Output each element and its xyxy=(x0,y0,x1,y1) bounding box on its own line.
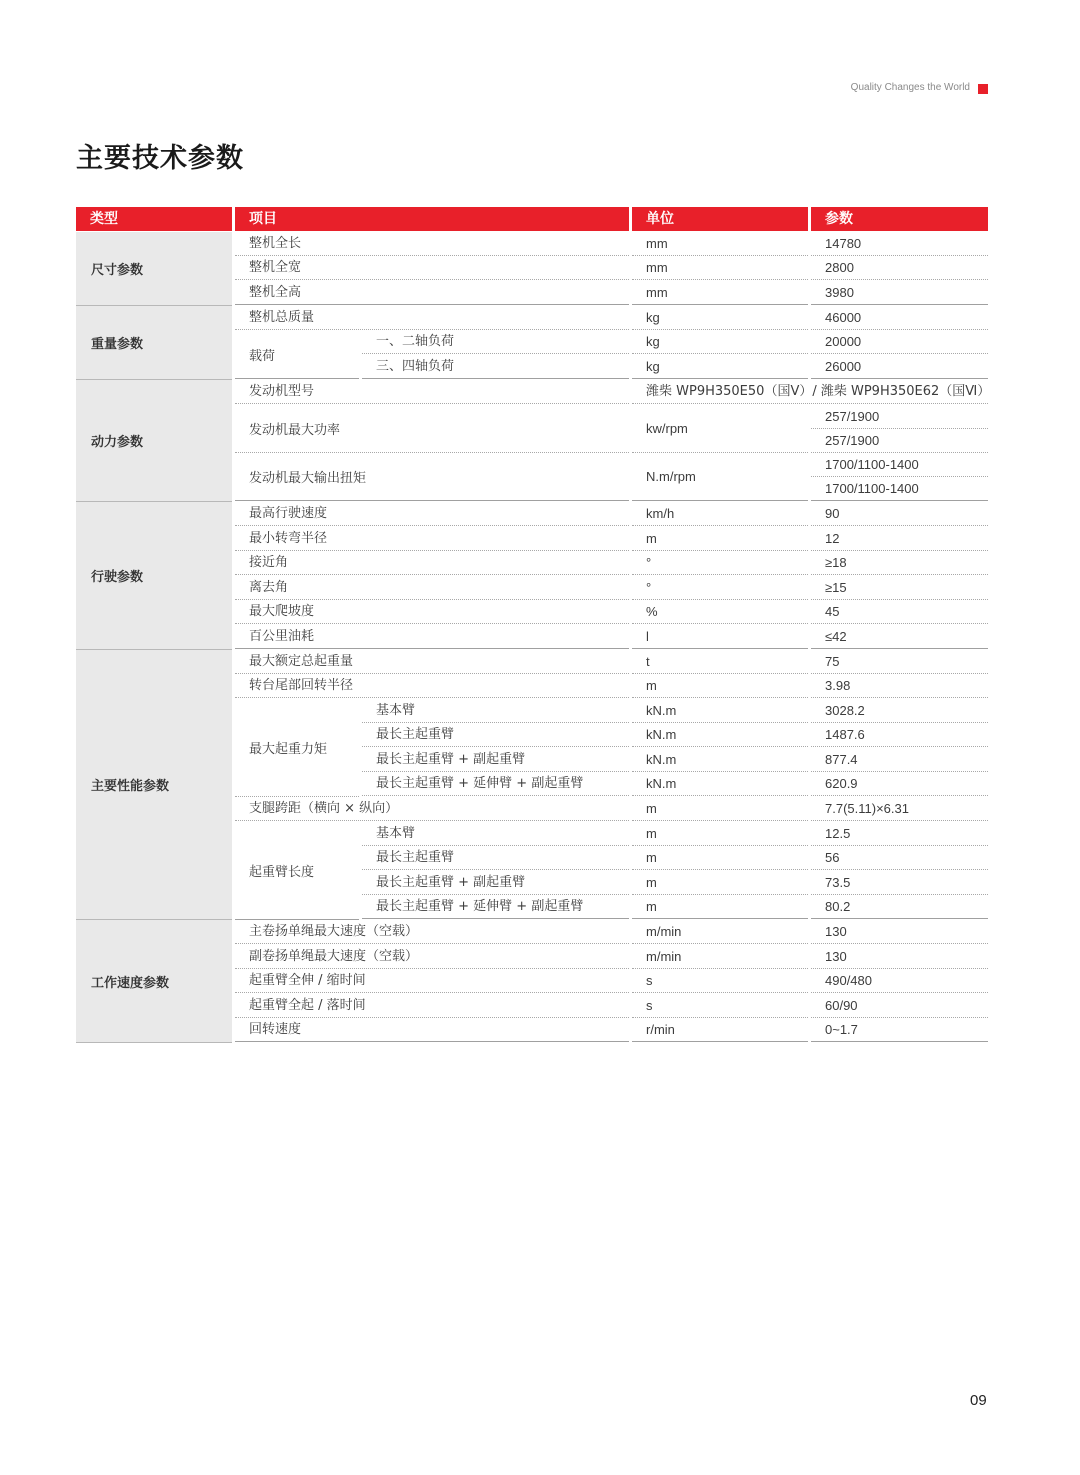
unit-departure-angle: ° xyxy=(632,576,808,600)
unit-outrigger: m xyxy=(632,797,808,821)
sub-boom-ext-jib: 最长主起重臂 + 延伸臂 + 副起重臂 xyxy=(362,895,629,919)
item-engine-model: 发动机型号 xyxy=(235,380,629,404)
category-divider xyxy=(76,1042,232,1043)
value-telescope: 490/480 xyxy=(811,969,988,993)
header-unit: 单位 xyxy=(632,207,808,231)
item-outrigger: 支腿跨距（横向 × 纵向） xyxy=(235,797,629,821)
sub-moment-ext-jib: 最长主起重臂 + 延伸臂 + 副起重臂 xyxy=(362,772,629,796)
value-total-mass: 46000 xyxy=(811,306,988,330)
brand-square xyxy=(978,84,988,94)
value-fuel: ≤42 xyxy=(811,625,988,649)
item-main-winch: 主卷扬单绳最大速度（空载） xyxy=(235,920,629,944)
sub-moment-longest: 最长主起重臂 xyxy=(362,723,629,747)
unit-moment-longest: kN.m xyxy=(632,723,808,747)
item-moment: 最大起重力矩 xyxy=(235,699,359,797)
unit-engine-power: kw/rpm xyxy=(632,405,808,453)
sub-moment-jib: 最长主起重臂 + 副起重臂 xyxy=(362,748,629,772)
item-total-mass: 整机总质量 xyxy=(235,306,629,330)
item-departure-angle: 离去角 xyxy=(235,576,629,600)
sub-boom-longest: 最长主起重臂 xyxy=(362,846,629,870)
sub-moment-base: 基本臂 xyxy=(362,699,629,723)
unit-turn-radius: m xyxy=(632,527,808,551)
item-engine-power: 发动机最大功率 xyxy=(235,405,629,453)
value-aux-winch: 130 xyxy=(811,945,988,969)
category-size: 尺寸参数 xyxy=(76,232,232,305)
value-moment-jib: 877.4 xyxy=(811,748,988,772)
value-outrigger: 7.7(5.11)×6.31 xyxy=(811,797,988,821)
unit-boom-longest: m xyxy=(632,846,808,870)
unit-height: mm xyxy=(632,281,808,305)
value-axle34: 26000 xyxy=(811,355,988,379)
header-value: 参数 xyxy=(811,207,988,231)
header-type: 类型 xyxy=(76,207,232,231)
item-luffing: 起重臂全起 / 落时间 xyxy=(235,994,629,1018)
unit-max-speed: km/h xyxy=(632,502,808,526)
value-departure-angle: ≥15 xyxy=(811,576,988,600)
item-grade: 最大爬坡度 xyxy=(235,600,629,624)
unit-width: mm xyxy=(632,256,808,280)
value-width: 2800 xyxy=(811,256,988,280)
page-title: 主要技术参数 xyxy=(76,143,244,174)
value-engine-power-2: 257/1900 xyxy=(811,429,988,453)
tagline: Quality Changes the World xyxy=(850,82,970,93)
unit-slewing: r/min xyxy=(632,1018,808,1042)
sub-axle34: 三、四轴负荷 xyxy=(362,355,629,379)
unit-moment-jib: kN.m xyxy=(632,748,808,772)
value-boom-jib: 73.5 xyxy=(811,871,988,895)
unit-tail-radius: m xyxy=(632,674,808,698)
unit-boom-ext-jib: m xyxy=(632,895,808,919)
value-engine-power-1: 257/1900 xyxy=(811,405,988,429)
value-tail-radius: 3.98 xyxy=(811,674,988,698)
item-max-lift: 最大额定总起重量 xyxy=(235,650,629,674)
sub-boom-jib: 最长主起重臂 + 副起重臂 xyxy=(362,871,629,895)
unit-engine-torque: N.m/rpm xyxy=(632,453,808,501)
item-tail-radius: 转台尾部回转半径 xyxy=(235,674,629,698)
unit-main-winch: m/min xyxy=(632,920,808,944)
item-slewing: 回转速度 xyxy=(235,1018,629,1042)
unit-max-lift: t xyxy=(632,650,808,674)
value-engine-torque-2: 1700/1100-1400 xyxy=(811,477,988,501)
item-engine-torque: 发动机最大输出扭矩 xyxy=(235,453,629,501)
value-engine-model: 潍柴 WP9H350E50（国Ⅴ）/ 潍柴 WP9H350E62（国Ⅵ） xyxy=(632,380,988,404)
value-approach-angle: ≥18 xyxy=(811,551,988,575)
category-travel: 行驶参数 xyxy=(76,502,232,649)
unit-moment-ext-jib: kN.m xyxy=(632,772,808,796)
value-boom-longest: 56 xyxy=(811,846,988,870)
value-boom-base: 12.5 xyxy=(811,822,988,846)
value-main-winch: 130 xyxy=(811,920,988,944)
item-length: 整机全长 xyxy=(235,232,629,256)
unit-total-mass: kg xyxy=(632,306,808,330)
value-moment-ext-jib: 620.9 xyxy=(811,772,988,796)
unit-moment-base: kN.m xyxy=(632,699,808,723)
value-moment-longest: 1487.6 xyxy=(811,723,988,747)
value-moment-base: 3028.2 xyxy=(811,699,988,723)
value-engine-torque-1: 1700/1100-1400 xyxy=(811,453,988,477)
item-fuel: 百公里油耗 xyxy=(235,625,629,649)
unit-grade: % xyxy=(632,600,808,624)
item-approach-angle: 接近角 xyxy=(235,551,629,575)
item-turn-radius: 最小转弯半径 xyxy=(235,527,629,551)
unit-telescope: s xyxy=(632,969,808,993)
unit-luffing: s xyxy=(632,994,808,1018)
unit-boom-base: m xyxy=(632,822,808,846)
item-max-speed: 最高行驶速度 xyxy=(235,502,629,526)
sub-boom-base: 基本臂 xyxy=(362,822,629,846)
header-item: 项目 xyxy=(235,207,629,231)
value-luffing: 60/90 xyxy=(811,994,988,1018)
value-turn-radius: 12 xyxy=(811,527,988,551)
item-height: 整机全高 xyxy=(235,281,629,305)
category-power: 动力参数 xyxy=(76,380,232,501)
unit-boom-jib: m xyxy=(632,871,808,895)
category-speed: 工作速度参数 xyxy=(76,920,232,1042)
value-slewing: 0~1.7 xyxy=(811,1018,988,1042)
unit-length: mm xyxy=(632,232,808,256)
unit-approach-angle: ° xyxy=(632,551,808,575)
value-length: 14780 xyxy=(811,232,988,256)
value-axle12: 20000 xyxy=(811,330,988,354)
sub-axle12: 一、二轴负荷 xyxy=(362,330,629,354)
unit-aux-winch: m/min xyxy=(632,945,808,969)
unit-fuel: l xyxy=(632,625,808,649)
page-number: 09 xyxy=(970,1392,987,1409)
value-height: 3980 xyxy=(811,281,988,305)
item-aux-winch: 副卷扬单绳最大速度（空载） xyxy=(235,945,629,969)
item-boom-length: 起重臂长度 xyxy=(235,822,359,920)
item-load: 载荷 xyxy=(235,330,359,379)
category-weight: 重量参数 xyxy=(76,306,232,379)
unit-axle12: kg xyxy=(632,330,808,354)
value-max-speed: 90 xyxy=(811,502,988,526)
value-grade: 45 xyxy=(811,600,988,624)
item-telescope: 起重臂全伸 / 缩时间 xyxy=(235,969,629,993)
category-performance: 主要性能参数 xyxy=(76,650,232,919)
value-max-lift: 75 xyxy=(811,650,988,674)
value-boom-ext-jib: 80.2 xyxy=(811,895,988,919)
item-width: 整机全宽 xyxy=(235,256,629,280)
unit-axle34: kg xyxy=(632,355,808,379)
